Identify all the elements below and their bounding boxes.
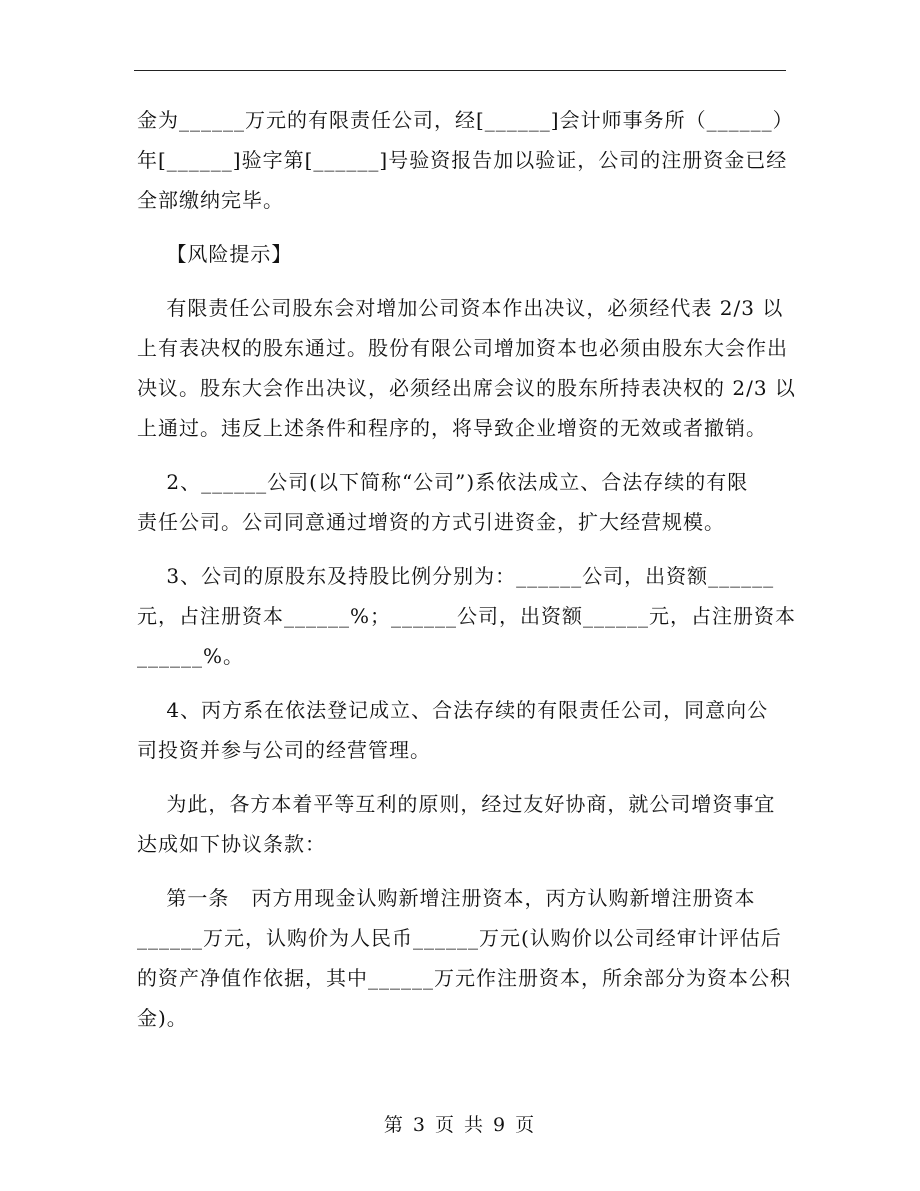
item-4-paragraph [137,690,787,770]
text-line: 4、丙方系在依法登记成立、合法存续的有限责任公司，同意向公 [137,698,769,722]
text-line: 上有表决权的股东通过。股份有限公司增加资本也必须由股东大会作出 [137,336,788,360]
whereas-paragraph [137,784,787,864]
text-line: 决议。股东大会作出决议，必须经出席会议的股东所持表决权的 2/3 以 [137,376,796,400]
header-rule [134,70,786,71]
text-line: 司投资并参与公司的经营管理。 [137,738,431,762]
page-number: 第 3 页 共 9 页 [383,1114,537,1136]
text-line: 全部缴纳完毕。 [137,188,284,212]
text-line: 年[______]验字第[______]号验资报告加以验证，公司的注册资金已经 [137,148,788,172]
text-line: 的资产净值作依据，其中______万元作注册资本，所余部分为资本公积 [137,966,791,990]
text-line: 第一条 丙方用现金认购新增注册资本，丙方认购新增注册资本 [137,886,756,910]
risk-heading-paragraph [137,234,787,274]
text-line: 达成如下协议条款： [137,832,326,856]
risk-paragraph [137,288,796,448]
text-line: 有限责任公司股东会对增加公司资本作出决议，必须经代表 2/3 以 [137,296,784,320]
text-line: 3、公司的原股东及持股比例分别为：______公司，出资额______ [137,564,775,588]
text-line: 2、______公司(以下简称“公司”)系依法成立、合法存续的有限 [137,470,749,494]
text-line: 为此，各方本着平等互利的原则，经过友好协商，就公司增资事宜 [137,792,776,816]
text-line: 上通过。违反上述条件和程序的，将导致企业增资的无效或者撤销。 [137,416,767,440]
risk-heading [137,234,787,274]
text-line: ______%。 [137,644,245,668]
item-3-paragraph [137,556,797,676]
text-line: 元，占注册资本______%；______公司，出资额______元，占注册资本 [137,604,797,628]
intro-paragraph [137,100,794,220]
document-body [137,100,797,1038]
risk-heading-text: 【风险提示】 [166,242,293,266]
item-2-paragraph [137,462,787,542]
text-line: 金为______万元的有限责任公司，经[______]会计师事务所（______） [137,108,794,132]
text-line: 责任公司。公司同意通过增资的方式引进资金，扩大经营规模。 [137,510,725,534]
text-line: ______万元，认购价为人民币______万元(认购价以公司经审计评估后 [137,926,782,950]
article-1-paragraph [137,878,791,1038]
text-line: 金)。 [137,1006,188,1030]
